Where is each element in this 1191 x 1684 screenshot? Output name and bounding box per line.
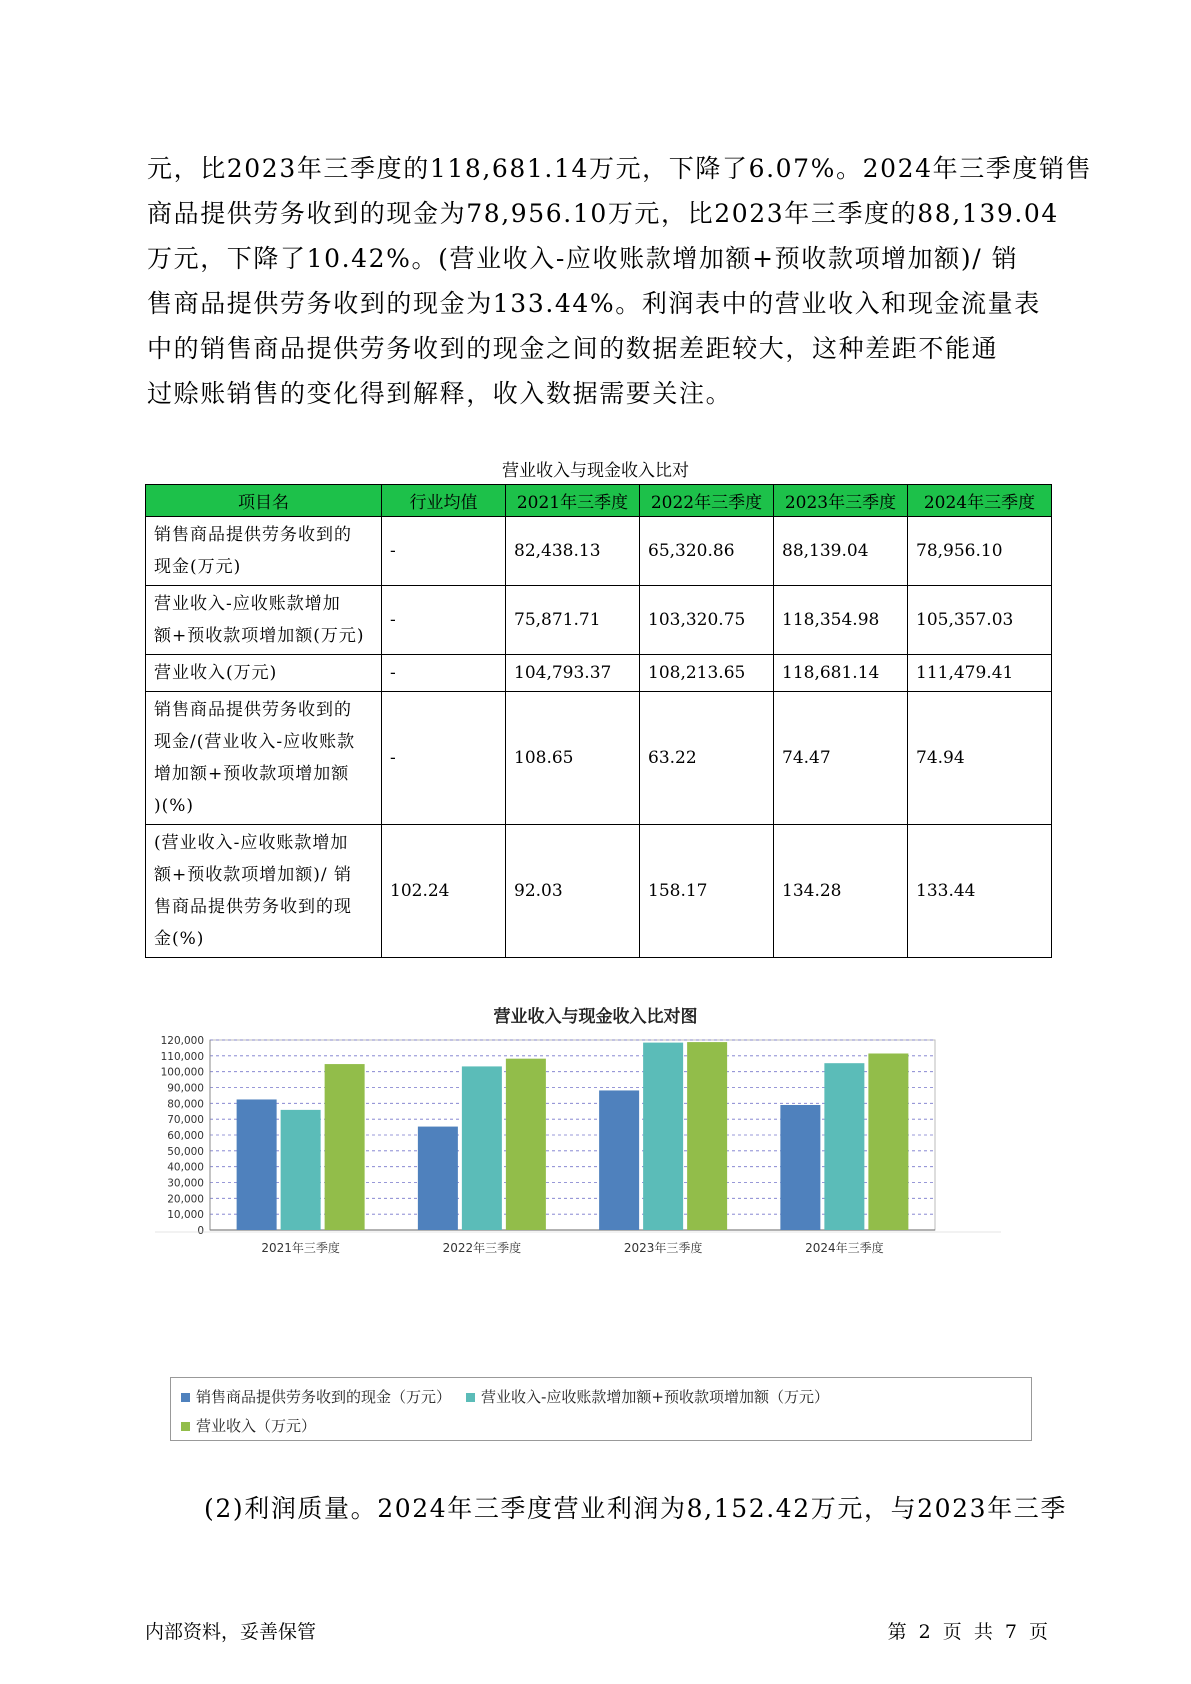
table-cell: 103,320.75 [640, 586, 774, 655]
y-tick-label: 110,000 [160, 1050, 204, 1063]
y-tick-label: 60,000 [167, 1130, 204, 1142]
bar [824, 1063, 864, 1230]
paragraph-line: 万元，下降了10.42%。(营业收入-应收账款增加额+预收款项增加额)/ 销 [147, 244, 1019, 273]
table-cell: - [382, 517, 506, 586]
legend-label: 销售商品提供劳务收到的现金（万元） [196, 1388, 452, 1406]
legend-item-revenue [181, 1415, 316, 1436]
table-cell: - [382, 586, 506, 655]
y-tick-label: 0 [197, 1225, 204, 1237]
table-cell: 158.17 [640, 825, 774, 958]
bar [643, 1043, 683, 1230]
row-label-line: 营业收入-应收账款增加 [154, 594, 341, 614]
bar [325, 1064, 365, 1230]
footer-page-number: 第 2 页 共 7 页 [887, 1621, 1048, 1643]
y-tick-label: 70,000 [167, 1114, 204, 1127]
table-body [146, 517, 1052, 958]
y-tick-label: 80,000 [167, 1098, 204, 1111]
header-industry-avg: 行业均值 [382, 485, 506, 517]
legend-item-adjusted-revenue [466, 1386, 829, 1407]
table-cell: 104,793.37 [506, 655, 640, 692]
y-tick-label: 20,000 [167, 1193, 204, 1206]
row-label-line: 额+预收款项增加额)/ 销 [154, 865, 353, 885]
body-paragraph-revenue [147, 146, 1093, 416]
table-cell: 133.44 [908, 825, 1052, 958]
footer-confidential: 内部资料，妥善保管 [145, 1621, 317, 1643]
table-cell: 74.94 [908, 692, 1052, 825]
revenue-cash-table [145, 484, 1052, 958]
table-cell: 102.24 [382, 825, 506, 958]
table-cell: 134.28 [774, 825, 908, 958]
table-cell: 88,139.04 [774, 517, 908, 586]
y-tick-label: 120,000 [160, 1035, 204, 1047]
bar [868, 1053, 908, 1230]
y-tick-label: 40,000 [167, 1161, 204, 1174]
table-row [146, 586, 1052, 655]
legend-label: 营业收入（万元） [196, 1417, 317, 1435]
table-cell: 118,354.98 [774, 586, 908, 655]
x-tick-label: 2022年三季度 [442, 1241, 522, 1255]
row-label-line: (营业收入-应收账款增加 [154, 833, 349, 853]
body-paragraph-profit [204, 1486, 1104, 1531]
table-cell: 108,213.65 [640, 655, 774, 692]
bar [599, 1090, 639, 1230]
header-item-name: 项目名 [146, 485, 382, 517]
table-cell: 78,956.10 [908, 517, 1052, 586]
paragraph-line: 过赊账销售的变化得到解释，收入数据需要关注。 [147, 379, 733, 408]
chart-legend [170, 1377, 1032, 1441]
table-cell: 82,438.13 [506, 517, 640, 586]
bar [237, 1099, 277, 1230]
row-label [146, 655, 382, 692]
table-cell: 65,320.86 [640, 517, 774, 586]
bar [462, 1066, 502, 1230]
paragraph-line: 售商品提供劳务收到的现金为133.44%。利润表中的营业收入和现金流量表 [147, 289, 1041, 318]
bar [506, 1059, 546, 1230]
legend-label: 营业收入-应收账款增加额+预收款项增加额（万元） [481, 1388, 829, 1406]
legend-swatch [181, 1422, 190, 1431]
row-label-line: 销售商品提供劳务收到的 [154, 700, 352, 720]
legend-item-cash [181, 1386, 451, 1407]
y-tick-label: 10,000 [167, 1209, 204, 1222]
row-label-line: 增加额+预收款项增加额 [154, 764, 350, 784]
row-label [146, 517, 382, 586]
table-cell: 63.22 [640, 692, 774, 825]
row-label [146, 586, 382, 655]
table-cell: 111,479.41 [908, 655, 1052, 692]
table-cell: 118,681.14 [774, 655, 908, 692]
header-2023q3: 2023年三季度 [774, 485, 908, 517]
paragraph-line: 中的销售商品提供劳务收到的现金之间的数据差距较大，这种差距不能通 [147, 334, 999, 363]
paragraph-line: 商品提供劳务收到的现金为78,956.10万元，比2023年三季度的88,139.04 [147, 199, 1059, 228]
table-caption: 营业收入与现金收入比对 [502, 461, 689, 481]
table-cell: - [382, 692, 506, 825]
table-cell: - [382, 655, 506, 692]
y-tick-label: 100,000 [160, 1066, 204, 1079]
header-2021q3: 2021年三季度 [506, 485, 640, 517]
table-header-row [146, 485, 1052, 517]
row-label [146, 692, 382, 825]
bar [281, 1110, 321, 1230]
row-label-line: )(%) [154, 796, 195, 816]
table-row [146, 825, 1052, 958]
table-row [146, 692, 1052, 825]
paragraph-line: 元，比2023年三季度的118,681.14万元，下降了6.07%。2024年三季度销售 [147, 154, 1093, 183]
row-label-line: 现金(万元) [154, 557, 242, 577]
y-tick-label: 30,000 [167, 1177, 204, 1190]
table-cell: 75,871.71 [506, 586, 640, 655]
header-2024q3: 2024年三季度 [908, 485, 1052, 517]
x-tick-label: 2021年三季度 [261, 1241, 340, 1255]
header-2022q3: 2022年三季度 [640, 485, 774, 517]
legend-swatch [466, 1393, 475, 1402]
table-row [146, 655, 1052, 692]
row-label-line: 金(%) [154, 929, 205, 949]
revenue-cash-bar-chart [145, 1030, 1051, 1360]
bar [780, 1105, 820, 1230]
table-cell: 105,357.03 [908, 586, 1052, 655]
bar [418, 1127, 458, 1230]
row-label-line: 营业收入(万元) [154, 663, 278, 683]
x-tick-label: 2024年三季度 [805, 1241, 884, 1255]
table-cell: 74.47 [774, 692, 908, 825]
row-label-line: 售商品提供劳务收到的现 [154, 897, 352, 917]
x-tick-label: 2023年三季度 [623, 1241, 703, 1255]
bar [687, 1042, 727, 1230]
row-label-line: 销售商品提供劳务收到的 [154, 525, 352, 545]
table-row [146, 517, 1052, 586]
chart-title: 营业收入与现金收入比对图 [493, 1007, 698, 1027]
legend-swatch [181, 1393, 190, 1402]
y-tick-label: 50,000 [167, 1145, 204, 1158]
table-cell: 108.65 [506, 692, 640, 825]
row-label-line: 额+预收款项增加额(万元) [154, 626, 365, 646]
y-tick-label: 90,000 [167, 1082, 204, 1095]
row-label-line: 现金/(营业收入-应收账款 [154, 732, 356, 752]
row-label [146, 825, 382, 958]
table-cell: 92.03 [506, 825, 640, 958]
paragraph-line: (2)利润质量。2024年三季度营业利润为8,152.42万元，与2023年三季 [204, 1494, 1067, 1523]
